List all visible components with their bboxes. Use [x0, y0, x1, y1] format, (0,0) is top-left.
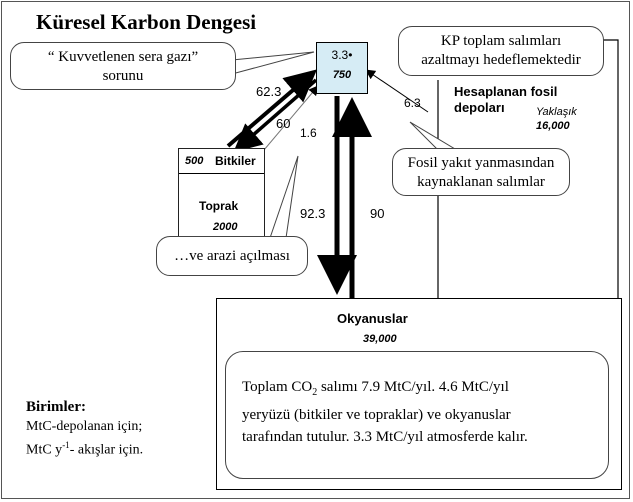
- ocean-box: [216, 298, 622, 490]
- plants-label: Bitkiler: [215, 154, 256, 168]
- units-legend: [26, 398, 143, 460]
- sera-gazi-line1: “ Kuvvetlenen sera gazı”: [47, 49, 199, 65]
- flow-label-ocean-down: 92.3: [300, 206, 326, 221]
- units-line2-pre: MtC y: [26, 442, 63, 458]
- plants-value: 500: [185, 155, 204, 167]
- ocean-note-line3: tarafından tutulur. 3.3 MtC/yıl atmosferde kalır.: [242, 429, 528, 445]
- land-bubble-tail: [270, 156, 298, 238]
- fossil-label-line1: Hesaplanan fosil: [454, 84, 558, 99]
- fossil-approx-label: Yaklaşık: [536, 106, 577, 118]
- ocean-value: 39,000: [363, 333, 397, 345]
- sera-gazi-line2: sorunu: [102, 68, 144, 84]
- units-line2-sup: -1: [62, 440, 70, 450]
- flow-label-fossil: 6.3: [404, 96, 421, 110]
- kp-line1: KP toplam salımları: [440, 33, 562, 49]
- ocean-note-bubble: [225, 351, 609, 479]
- units-title: Birimler:: [26, 399, 86, 415]
- plants-soil-box: [178, 148, 265, 240]
- ocean-note-post: salımı 7.9 MtC/yıl. 4.6 MtC/yıl: [317, 379, 509, 395]
- flow-label-plants-down: 60: [276, 116, 291, 131]
- flow-label-plants-up: 62.3: [256, 84, 282, 99]
- ocean-note-pre: Toplam CO: [242, 379, 313, 395]
- plants-row: [179, 149, 264, 174]
- atmosphere-box: [316, 42, 368, 94]
- flow-label-ocean-up: 90: [370, 206, 385, 221]
- fossil-bubble-line1: Fosil yakıt yanmasından: [407, 155, 555, 171]
- fossil-bubble-line2: kaynaklanan salımlar: [417, 174, 545, 190]
- diagram-title: Küresel Karbon Dengesi: [36, 10, 257, 34]
- ocean-label: Okyanuslar: [337, 311, 408, 326]
- kp-bubble: [398, 26, 604, 76]
- soil-value: 2000: [213, 221, 238, 233]
- units-line2: [26, 436, 143, 460]
- kp-line2: azaltmayı hedeflemektedir: [421, 52, 581, 68]
- units-line2-post: - akışlar için.: [69, 442, 144, 458]
- fossil-stock-value: 16,000: [536, 120, 570, 132]
- units-line1: MtC-depolanan için;: [26, 419, 143, 434]
- land-clearing-bubble: …ve arazi açılması: [156, 236, 308, 276]
- sera-gazi-bubble: [10, 42, 236, 90]
- atmosphere-stock: 750: [332, 69, 352, 81]
- fossil-emission-bubble: [392, 148, 570, 196]
- atmosphere-change: 3.3•: [331, 48, 353, 62]
- fossil-label-line2: depoları: [454, 100, 505, 115]
- soil-label: Toprak: [199, 199, 239, 213]
- ocean-note-line2: yeryüzü (bitkiler ve topraklar) ve okyanuslar: [242, 407, 511, 423]
- ocean-note-line1: [242, 376, 608, 404]
- sera-bubble-tail: [232, 52, 314, 74]
- flow-label-land: 1.6: [300, 126, 317, 140]
- ocean-note-sub: 2: [312, 387, 318, 398]
